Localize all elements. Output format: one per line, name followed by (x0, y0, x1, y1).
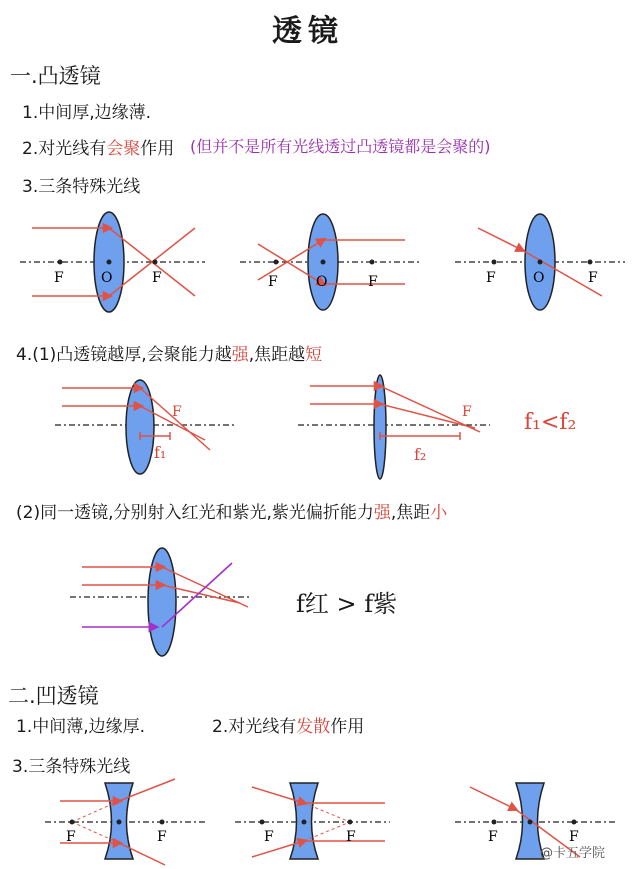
dispersion-figure (0, 545, 300, 665)
convex-point-5-mid: ,焦距 (390, 503, 431, 523)
convex-point-4-keyword-short: 短 (305, 345, 323, 365)
focus-label: F (172, 404, 182, 420)
concave-ray-diagram-parallel (45, 779, 205, 865)
concave-point-3: 3.三条特殊光线 (12, 757, 131, 777)
red-violet-comparison: f红 > f紫 (296, 590, 398, 618)
watermark: @卡五学院 (540, 846, 606, 861)
focal-length-f2-label: f₂ (414, 445, 427, 464)
convex-point-2-suffix: 作用 (140, 139, 175, 159)
convex-point-2-keyword: 会聚 (106, 139, 141, 159)
concave-point-2-text: 2.对光线有 (212, 717, 297, 737)
convex-ray-diagram-focus (240, 214, 420, 310)
thick-convex-lens (126, 380, 154, 474)
concave-heading: 二.凹透镜 (8, 684, 99, 708)
convex-ray-diagram-parallel (20, 212, 205, 312)
convex-point-2-text: 2.对光线有 (22, 139, 107, 159)
concave-point-2 (212, 712, 364, 737)
thick-lens-diagram (55, 380, 235, 474)
convex-point-5-keyword-small: 小 (430, 503, 448, 523)
convex-point-5 (16, 498, 447, 523)
focus-label: F (462, 404, 472, 420)
convex-special-rays-figure (0, 200, 640, 320)
center-label: O (316, 274, 328, 290)
focus-label: F (486, 270, 496, 286)
focus-label: F (66, 829, 76, 845)
center-label: O (101, 270, 113, 286)
convex-heading: 一.凸透镜 (10, 64, 101, 88)
thin-lens-diagram (298, 375, 490, 479)
focus-label: F (54, 270, 64, 286)
focal-length-comparison: f₁<f₂ (524, 410, 577, 435)
focus-label: F (157, 829, 167, 845)
center-label: O (533, 270, 545, 286)
convex-point-4-text: 4.(1)凸透镜越厚,会聚能力越 (16, 345, 232, 365)
concave-point-1: 1.中间薄,边缘厚. (16, 717, 146, 737)
focus-label: F (569, 829, 579, 845)
concave-ray-diagram-focus (235, 783, 390, 859)
convex-point-4-mid: ,焦距越 (248, 345, 306, 365)
convex-point-4-keyword-strong: 强 (231, 345, 249, 365)
focus-label: F (346, 829, 356, 845)
focus-label: F (268, 274, 278, 290)
thin-convex-lens (374, 375, 386, 479)
page-title: 透镜 (272, 14, 344, 49)
convex-point-5-keyword-strong: 强 (373, 503, 391, 523)
convex-point-3: 3.三条特殊光线 (22, 177, 141, 197)
concave-point-2-keyword: 发散 (296, 717, 331, 737)
convex-point-4 (16, 340, 322, 365)
convex-point-1: 1.中间厚,边缘薄. (22, 103, 152, 123)
focus-label: F (152, 270, 162, 286)
focal-length-f1-label: f₁ (154, 443, 167, 462)
focus-label: F (368, 274, 378, 290)
focus-label: F (488, 829, 498, 845)
convex-lens (148, 548, 176, 656)
focus-label: F (588, 270, 598, 286)
concave-point-2-suffix: 作用 (330, 717, 365, 737)
focus-label: F (264, 829, 274, 845)
convex-ray-diagram-center (455, 214, 625, 310)
convex-point-2-note: (但并不是所有光线透过凸透镜都是会聚的) (190, 137, 491, 156)
convex-point-2 (22, 134, 174, 159)
convex-point-5-text: (2)同一透镜,分别射入红光和紫光,紫光偏折能力 (16, 503, 374, 523)
